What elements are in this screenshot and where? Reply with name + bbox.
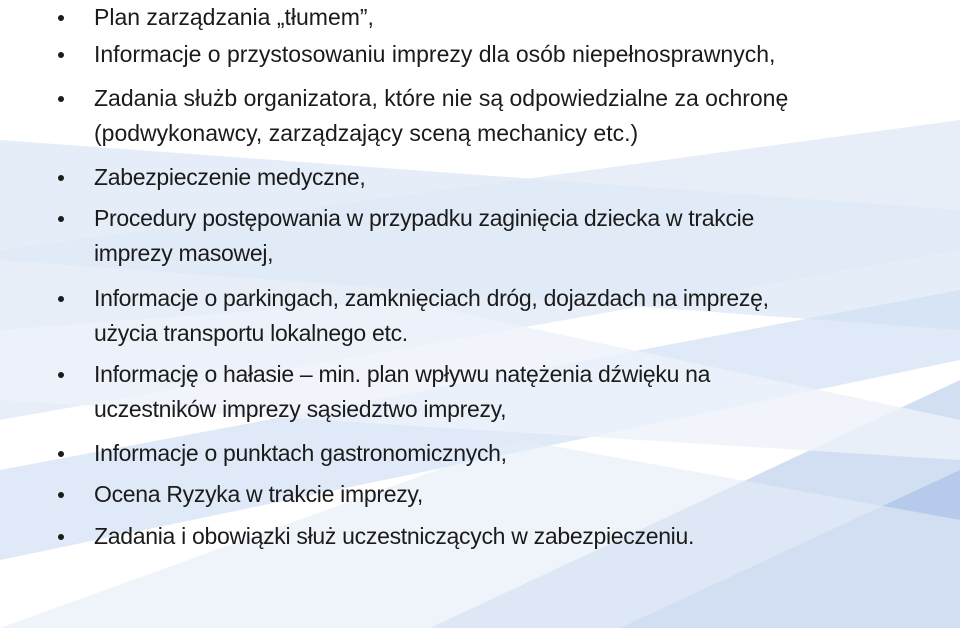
- list-item-line: Informację o hałasie – min. plan wpływu natężenia dźwięku na: [94, 361, 711, 387]
- list-item: [94, 81, 906, 151]
- list-item: [94, 436, 906, 471]
- bullet-icon: [58, 296, 64, 302]
- list-item-line: Zabezpieczenie medyczne,: [94, 164, 366, 190]
- list-item: [94, 37, 906, 72]
- bullet-icon: [58, 534, 64, 540]
- list-item-line: Ocena Ryzyka w trakcie imprezy,: [94, 481, 423, 507]
- list-item-line: Informacje o punktach gastronomicznych,: [94, 440, 507, 466]
- list-item: [94, 0, 906, 35]
- list-item-line: Informacje o przystosowaniu imprezy dla osób niepełnosprawnych,: [94, 41, 776, 67]
- list-item: [94, 477, 906, 512]
- list-item-line: Plan zarządzania „tłumem”,: [94, 4, 374, 30]
- list-item-line: (podwykonawcy, zarządzający sceną mechanicy etc.): [94, 120, 639, 146]
- list-item-line: Zadania służb organizatora, które nie są odpowiedzialne za ochronę: [94, 85, 789, 111]
- bullet-icon: [58, 216, 64, 222]
- bullet-icon: [58, 15, 64, 21]
- bullet-icon: [58, 96, 64, 102]
- bullet-icon: [58, 175, 64, 181]
- list-item-line: Procedury postępowania w przypadku zaginięcia dziecka w trakcie: [94, 205, 754, 231]
- bullet-icon: [58, 451, 64, 457]
- list-item: [94, 160, 906, 195]
- list-item: [94, 201, 906, 271]
- bullet-icon: [58, 52, 64, 58]
- list-item: [94, 281, 906, 351]
- list-item: [94, 519, 906, 554]
- list-item: [94, 357, 906, 427]
- list-item-line: uczestników imprezy sąsiedztwo imprezy,: [94, 396, 507, 422]
- list-item-line: Zadania i obowiązki służ uczestniczących w zabezpieczeniu.: [94, 523, 695, 549]
- bullet-icon: [58, 492, 64, 498]
- bullet-icon: [58, 372, 64, 378]
- list-item-line: Informacje o parkingach, zamknięciach dróg, dojazdach na imprezę,: [94, 285, 769, 311]
- list-item-line: imprezy masowej,: [94, 240, 274, 266]
- list-item-line: użycia transportu lokalnego etc.: [94, 320, 408, 346]
